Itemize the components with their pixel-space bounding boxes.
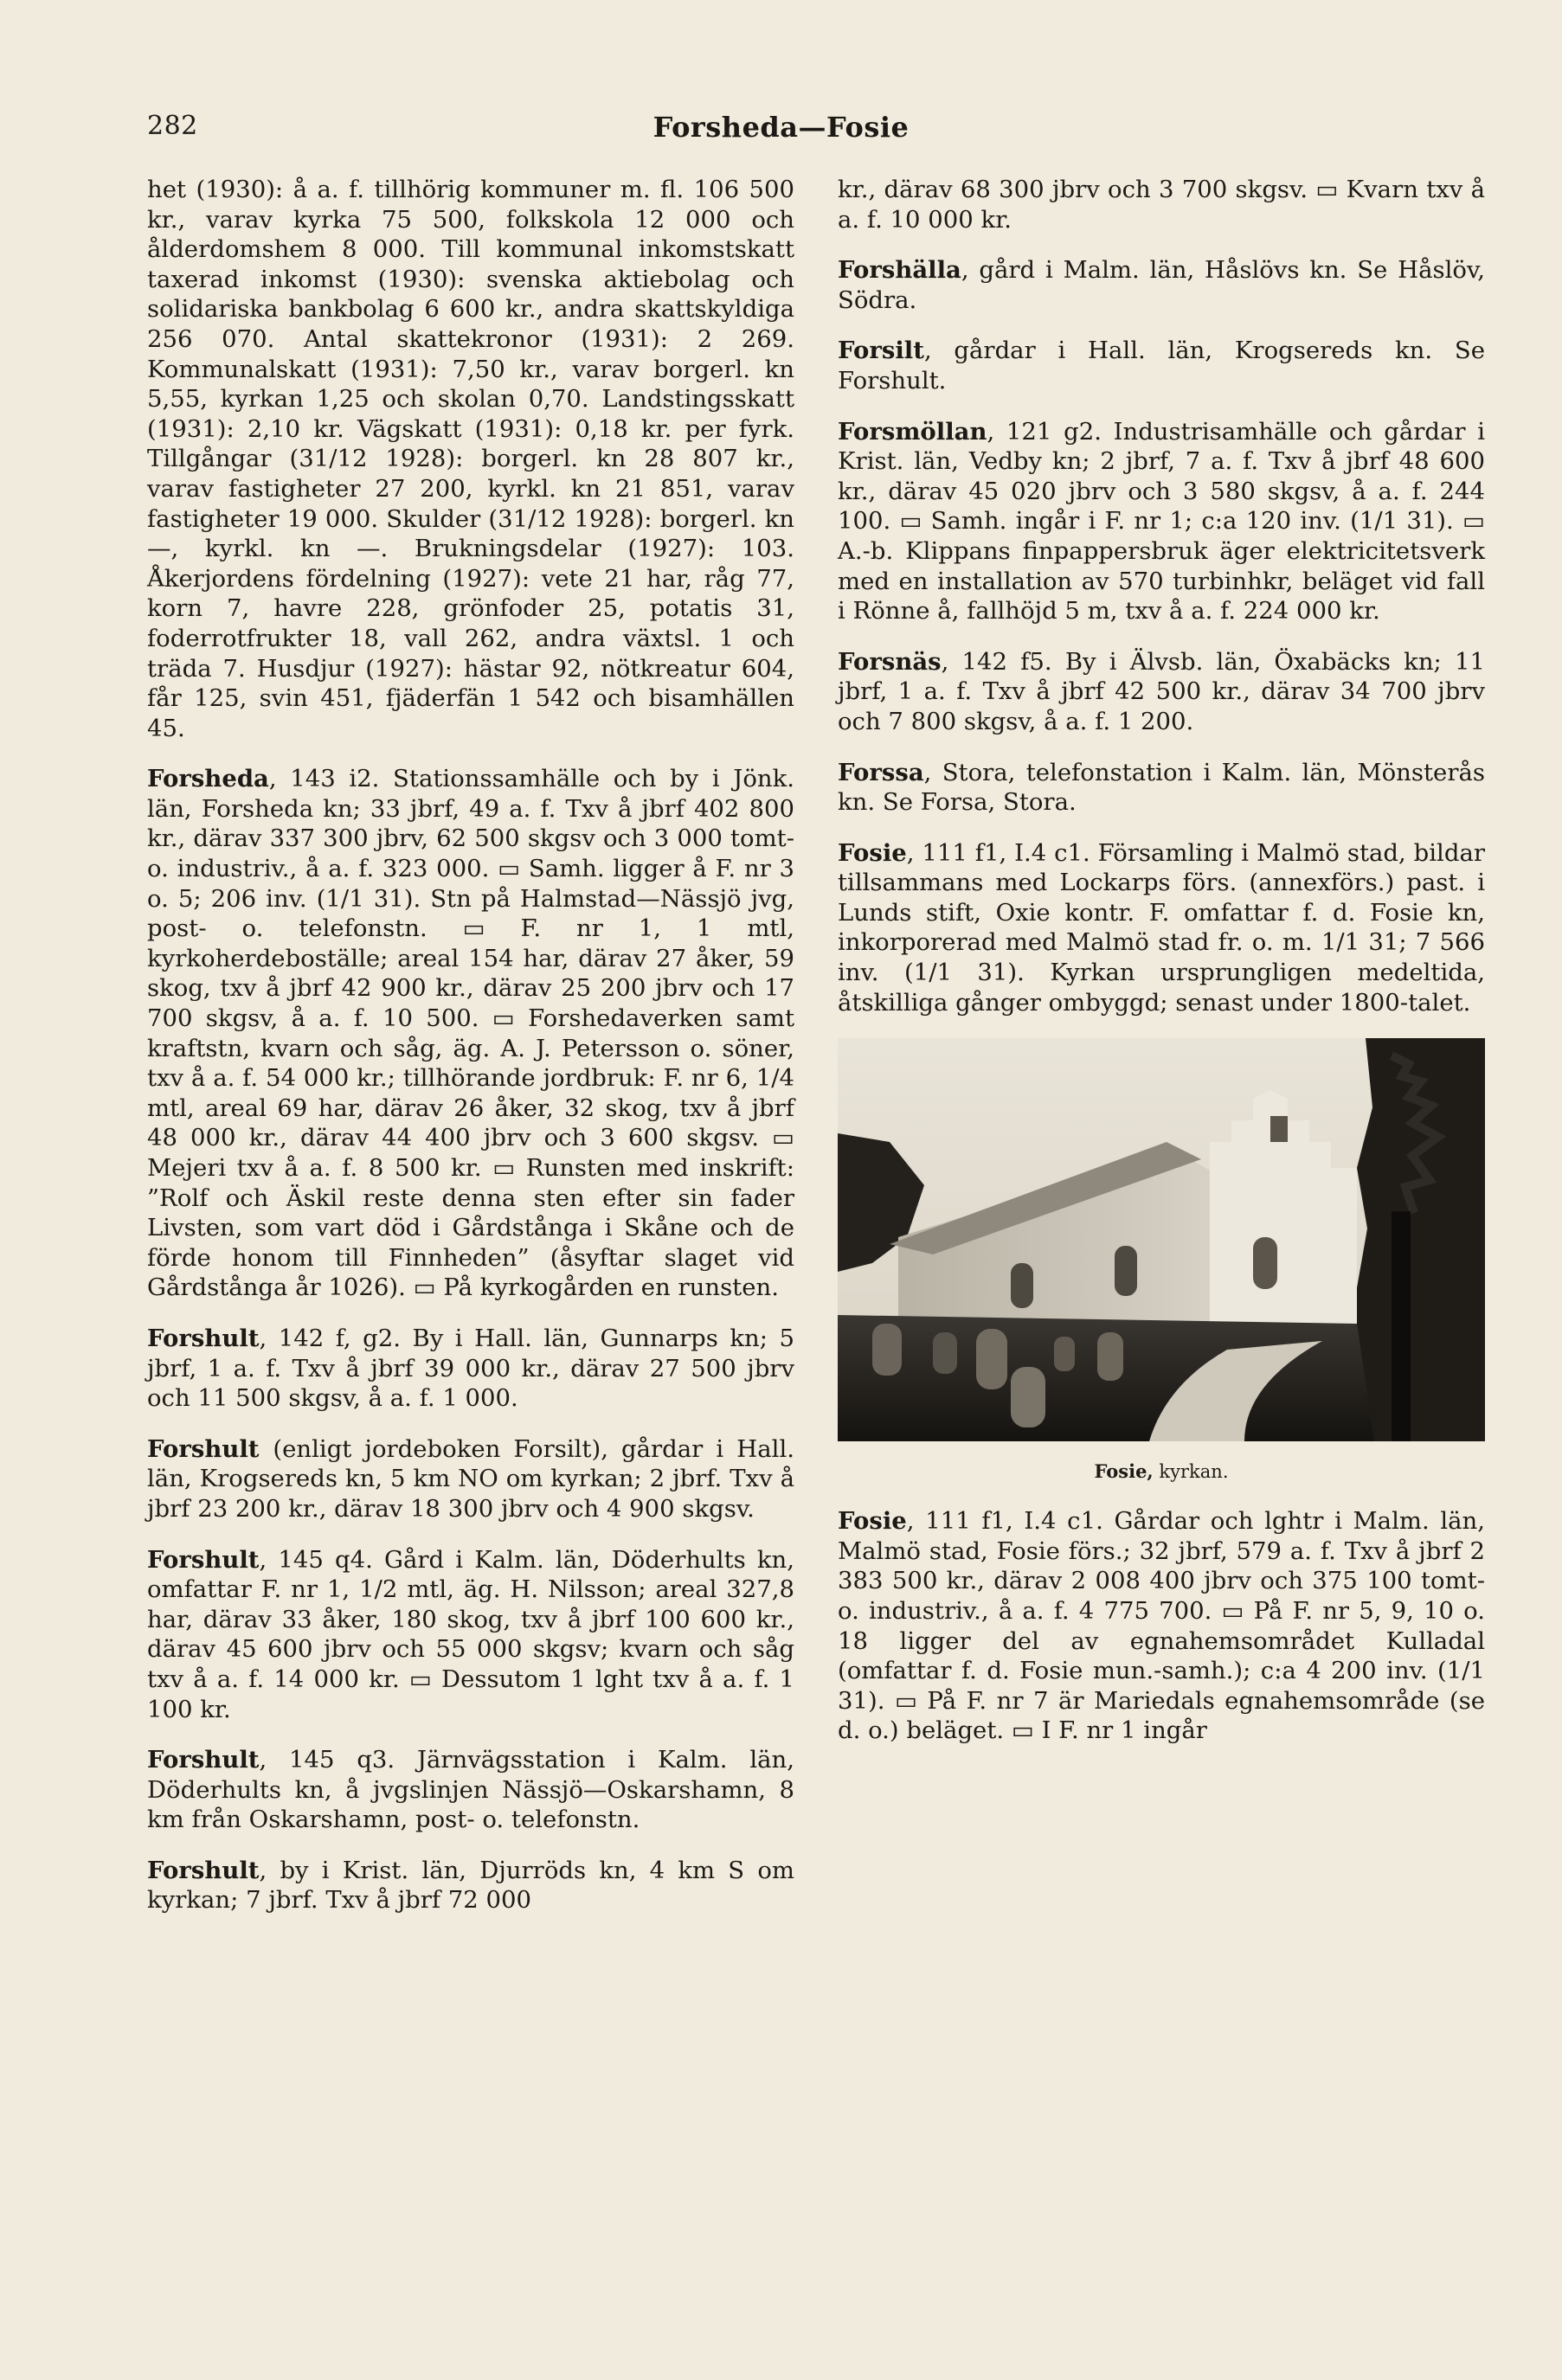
entry-headword: Forsmöllan	[838, 417, 987, 446]
entry-paragraph: kr., därav 68 300 jbrv och 3 700 skgsv. ▭ Kvarn txv å a. f. 10 000 kr.	[838, 176, 1485, 234]
page-header	[147, 111, 1415, 149]
entry-paragraph: Forshult, by i Krist. län, Djurröds kn, 4 km S om kyrkan; 7 jbrf. Txv å jbrf 72 000	[147, 1856, 794, 1915]
entry-paragraph: het (1930): å a. f. tillhörig kommuner m. fl. 106 500 kr., varav kyrka 75 500, folkskola 12 000 och ålderdomshem 8 000. Till kommunal inkomstskatt taxerad inkomst (1930): svenska aktiebolag och solidariska bankbolag 6 600 kr., andra skattskyldiga 256 070. Antal skattekronor (1931): 2 269. Kommunalskatt (1931): 7,50 kr., varav borgerl. kn 5,55, kyrkan 1,25 och skolan 0,70. Landstingsskatt (1931): 2,10 kr. Vägskatt (1931): 0,18 kr. per fyrk. Tillgångar (31/12 1928): borgerl. kn 28 807 kr., varav fastigheter 27 200, kyrkl. kn 21 851, varav fastigheter 19 000. Skulder (31/12 1928): borgerl. kn —, kyrkl. kn —. Brukningsdelar (1927): 103. Åkerjordens fördelning (1927): vete 21 har, råg 77, korn 7, havre 228, grönfoder 25, potatis 31, foderrotfrukter 18, vall 262, andra växtsl. 1 och träda 7. Husdjur (1927): hästar 92, nötkreatur 604, får 125, svin 451, fjäderfän 1 542 och bisamhällen 45.	[147, 176, 794, 742]
entry-headword: Fosie	[838, 838, 907, 867]
entry-paragraph: Fosie, 111 f1, I.4 c1. Gårdar och lghtr i Malm. län, Malmö stad, Fosie förs.; 32 jbrf, 579 a. f. Txv å jbrf 2 383 500 kr., därav 2 008 400 jbrv och 375 100 tomt- o. industriv., å a. f. 4 775 700. ▭ På F. nr 5, 9, 10 o. 18 ligger del av egnahemsområdet Kulladal (omfattar f. d. Fosie mun.-samh.); c:a 4 200 inv. (1/1 31). ▭ På F. nr 7 är Mariedals egnahemsområde (se d. o.) beläget. ▭ I F. nr 1 ingår	[838, 1507, 1485, 1745]
entry-headword: Forsnäs	[838, 647, 942, 676]
entry-headword: Forsilt	[838, 337, 924, 365]
entry-paragraph: Fosie, 111 f1, I.4 c1. Församling i Malmö stad, bildar tillsammans med Lockarps förs. (annexförs.) past. i Lunds stift, Oxie kontr. F. omfattar f. d. Fosie kn, inkorporerad med Malmö stad fr. o. m. 1/1 31; 7 566 inv. (1/1 31). Kyrkan ursprungligen medeltida, åtskilliga gånger ombyggd; senast under 1800-talet.	[838, 838, 1485, 1017]
entry-paragraph: Forsmöllan, 121 g2. Industrisamhälle och gårdar i Krist. län, Vedby kn; 2 jbrf, 7 a. f. Txv å jbrf 48 600 kr., därav 45 020 jbrv och 3 580 skgsv, å a. f. 244 100. ▭ Samh. ingår i F. nr 1; c:a 120 inv. (1/1 31). ▭ A.-b. Klippans finpappersbruk äger elektricitetsverk med en installation av 570 turbinhkr, beläget vid fall i Rönne å, fallhöjd 5 m, txv å a. f. 224 000 kr.	[838, 417, 1485, 625]
entry-headword: Forshult	[147, 1545, 260, 1574]
entry-paragraph: Forshult, 142 f, g2. By i Hall. län, Gunnarps kn; 5 jbrf, 1 a. f. Txv å jbrf 39 000 kr., därav 27 500 jbrv och 11 500 skgsv, å a. f. 1 000.	[147, 1324, 794, 1413]
caption-text: kyrkan.	[1153, 1461, 1229, 1483]
entry-paragraph: Forshult, 145 q3. Järnvägsstation i Kalm. län, Döderhults kn, å jvgslinjen Nässjö—Oskarshamn, 8 km från Oskarshamn, post- o. telefonstn.	[147, 1746, 794, 1834]
entry-headword: Forshult	[147, 1746, 260, 1774]
left-column	[147, 175, 794, 1936]
page-number: 282	[147, 111, 198, 141]
entry-paragraph: Forshult (enligt jordeboken Forsilt), gårdar i Hall. län, Krogsereds kn, 5 km NO om kyrkan; 2 jbrf. Txv å jbrf 23 200 kr., därav 18 300 jbrv och 4 900 skgsv.	[147, 1434, 794, 1523]
entry-paragraph: Forsilt, gårdar i Hall. län, Krogsereds kn. Se Forshult.	[838, 337, 1485, 395]
entry-headword: Forssa	[838, 758, 924, 786]
church-figure	[838, 1038, 1485, 1482]
entry-headword: Fosie	[838, 1507, 907, 1536]
entry-headword: Forsheda	[147, 765, 269, 793]
church-photo	[838, 1038, 1485, 1441]
entry-paragraph: Forshälla, gård i Malm. län, Håslövs kn. Se Håslöv, Södra.	[838, 256, 1485, 314]
entry-headword: Forshult	[147, 1434, 273, 1463]
entry-headword: Forshult	[147, 1324, 260, 1352]
entry-headword: Forshälla	[838, 256, 961, 285]
entry-paragraph: Forsheda, 143 i2. Stationssamhälle och by i Jönk. län, Forsheda kn; 33 jbrf, 49 a. f. Txv å jbrf 402 800 kr., därav 337 300 jbrv, 62 500 skgsv och 3 000 tomt- o. industriv., å a. f. 323 000. ▭ Samh. ligger å F. nr 3 o. 5; 206 inv. (1/1 31). Stn på Halmstad—Nässjö jvg, post- o. telefonstn. ▭ F. nr 1, 1 mtl, kyrkoherdeboställe; areal 154 har, därav 27 åker, 59 skog, txv å jbrf 42 900 kr., därav 25 200 jbrv och 17 700 skgsv, å a. f. 10 500. ▭ Forshedaverken samt kraftstn, kvarn och såg, äg. A. J. Petersson o. söner, txv å a. f. 54 000 kr.; tillhörande jordbruk: F. nr 6, 1/4 mtl, areal 69 har, därav 26 åker, 32 skog, txv å jbrf 48 000 kr., därav 44 400 jbrv och 3 600 skgsv. ▭ Mejeri txv å a. f. 8 500 kr. ▭ Runsten med inskrift: ”Rolf och Äskil reste denna sten efter sin fader Livsten, som vart död i Gårdstånga i Skåne och de förde honom till Finnheden” (åsyftar slaget vid Gårdstånga år 1026). ▭ På kyrkogården en runsten.	[147, 765, 794, 1302]
entry-paragraph: Forsnäs, 142 f5. By i Älvsb. län, Öxabäcks kn; 11 jbrf, 1 a. f. Txv å jbrf 42 500 kr., därav 34 700 jbrv och 7 800 skgsv, å a. f. 1 200.	[838, 647, 1485, 735]
entry-paragraph: Forshult, 145 q4. Gård i Kalm. län, Döderhults kn, omfattar F. nr 1, 1/2 mtl, äg. H. Nilsson; areal 327,8 har, därav 33 åker, 180 skog, txv å jbrf 100 600 kr., därav 45 600 jbrv och 55 000 skgsv; kvarn och såg txv å a. f. 14 000 kr. ▭ Dessutom 1 lght txv å a. f. 1 100 kr.	[147, 1545, 794, 1723]
figure-caption	[838, 1460, 1485, 1482]
caption-title: Fosie,	[1094, 1460, 1154, 1483]
running-head: Forsheda—Fosie	[652, 111, 910, 144]
entry-headword: Forshult	[147, 1856, 260, 1884]
right-column	[838, 175, 1485, 1767]
entry-paragraph: Forssa, Stora, telefonstation i Kalm. län, Mönsterås kn. Se Forsa, Stora.	[838, 758, 1485, 817]
